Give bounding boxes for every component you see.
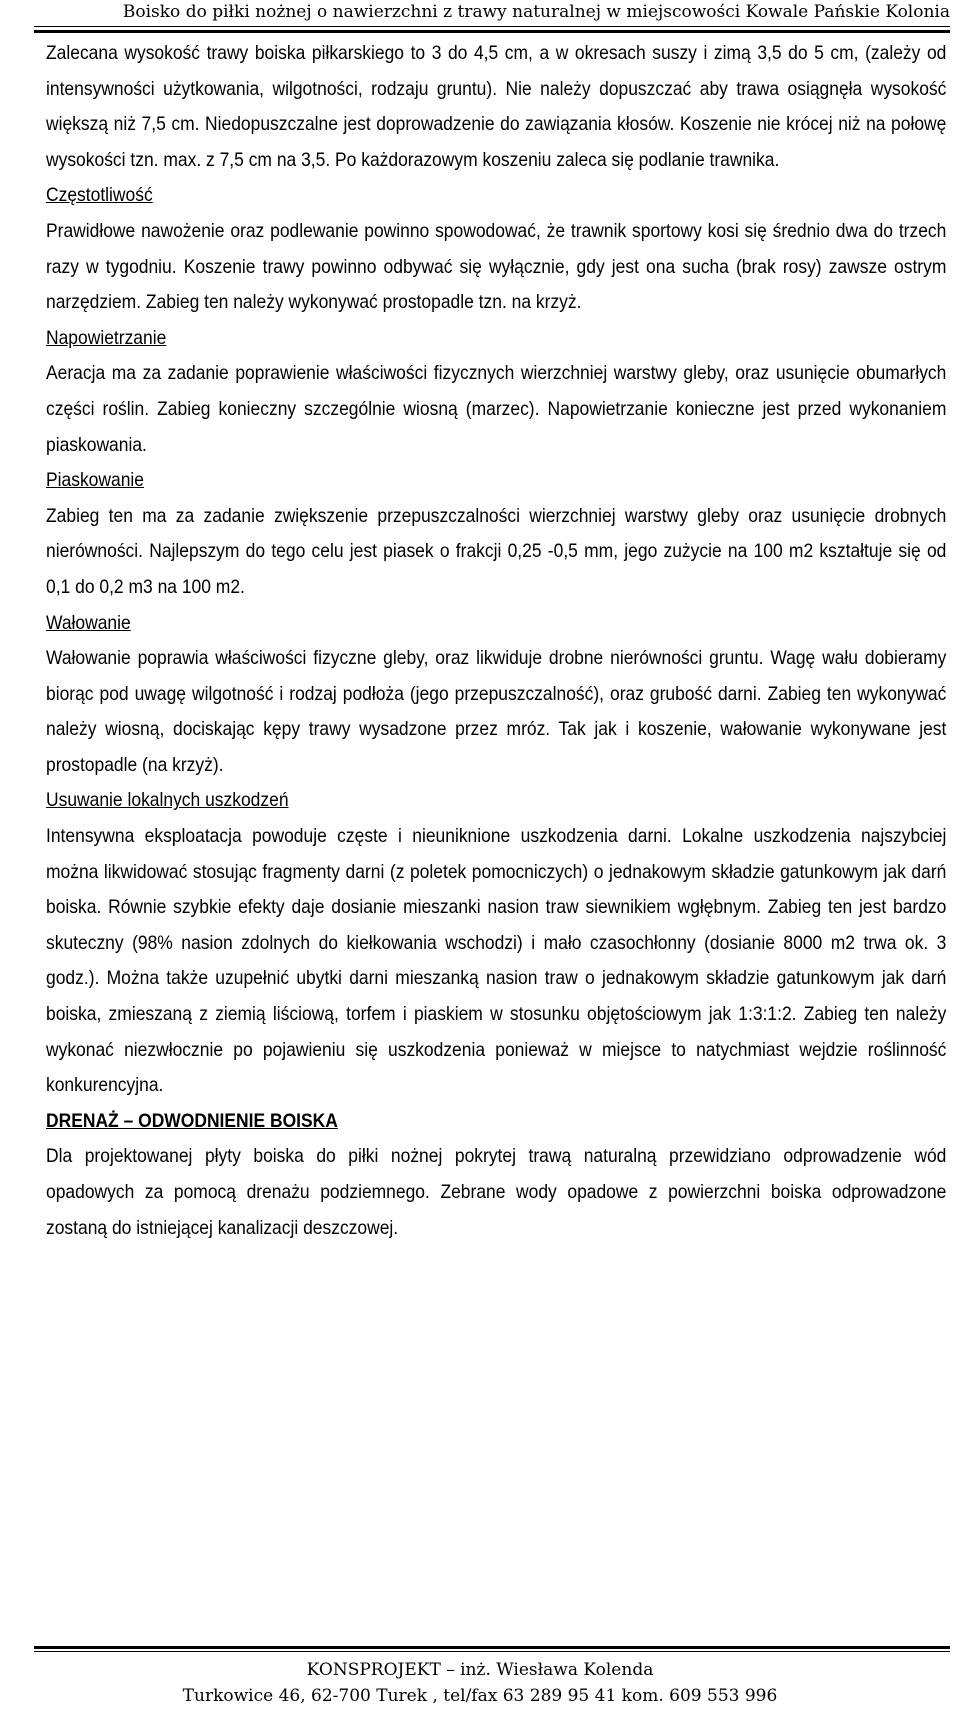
section-heading-repairs: Usuwanie lokalnych uszkodzeń — [46, 789, 289, 812]
section-text-aeration: Aeracja ma za zadanie poprawienie właściwości fizycznych wierzchniej warstwy gleby, oraz usunięcie obumarłych części roślin. Zabieg konieczny szczególnie wiosną (marzec). Napowietrzanie konieczne jest przed wykonaniem piaskowania. — [46, 362, 947, 456]
header-divider — [34, 26, 950, 27]
footer-address: Turkowice 46, 62-700 Turek , tel/fax 63 289 95 41 kom. 609 553 996 — [182, 1686, 778, 1706]
section-text-frequency: Prawidłowe nawożenie oraz podlewanie powinno spowodować, że trawnik sportowy kosi się średnio dwa do trzech razy w tygodniu. Koszenie trawy powinno odbywać się wyłącznie, gdy jest ona sucha (brak rosy) zawsze ostrym narzędziem. Zabieg ten należy wykonywać prostopadle tzn. na krzyż. — [46, 219, 947, 314]
footer-divider — [34, 1651, 950, 1652]
document-body — [46, 36, 946, 1246]
footer-divider-thick — [34, 1646, 950, 1649]
section-heading-sanding: Piaskowanie — [46, 469, 144, 492]
intro-paragraph: Zalecana wysokość trawy boiska piłkarskiego to 3 do 4,5 cm, a w okresach suszy i zimą 3,5 do 5 cm, (zależy od intensywności użytkowania, wilgotności, rodzaju gruntu). Nie należy dopuszczać aby trawa osiągnęła wysokość większą niż 7,5 cm. Niedopuszczalne jest doprowadzenie do zawiązania kłosów. Koszenie nie krócej niż na połowę wysokości tzn. max. z 7,5 cm na 3,5. Po każdorazowym koszeniu zaleca się podlanie trawnika. — [46, 42, 947, 171]
section-heading-rolling: Wałowanie — [46, 611, 131, 634]
section-heading-aeration: Napowietrzanie — [46, 326, 167, 349]
header-divider-thick — [34, 30, 950, 33]
footer-company: KONSPROJEKT – inż. Wiesława Kolenda — [306, 1660, 654, 1680]
section-text-rolling: Wałowanie poprawia właściwości fizyczne gleby, oraz likwiduje drobne nierówności gruntu. Wagę wału dobieramy biorąc pod uwagę wilgotność i rodzaj podłoża (jego przepuszczalność), oraz grubość darni. Zabieg ten wykonywać należy wiosną, dociskając kępy trawy wysadzone przez mróz. Tak jak i koszenie, wałowanie wykonywane jest prostopadle (na krzyż). — [46, 647, 947, 776]
page-header: Boisko do piłki nożnej o nawierzchni z trawy naturalnej w miejscowości Kowale Pańskie Kolonia — [122, 2, 950, 22]
section-heading-frequency: Częstotliwość — [46, 184, 153, 207]
section-text-sanding: Zabieg ten ma za zadanie zwiększenie przepuszczalności wierzchniej warstwy gleby oraz usunięcie drobnych nierówności. Najlepszym do tego celu jest piasek o frakcji 0,25 -0,5 mm, jego zużycie na 100 m2 kształtuje się od 0,1 do 0,2 m3 na 100 m2. — [46, 504, 947, 598]
section-heading-drainage: DRENAŻ – ODWODNIENIE BOISKA — [46, 1109, 338, 1132]
section-text-drainage: Dla projektowanej płyty boiska do piłki nożnej pokrytej trawą naturalną przewidziano odprowadzenie wód opadowych za pomocą drenażu podziemnego. Zebrane wody opadowe z powierzchni boiska odprowadzone zostaną do istniejącej kanalizacji deszczowej. — [46, 1145, 947, 1239]
section-text-repairs: Intensywna eksploatacja powoduje częste i nieuniknione uszkodzenia darni. Lokalne uszkodzenia najszybciej można likwidować stosując fragmenty darni (z poletek pomocniczych) o jednakowym składzie gatunkowym jak darń boiska. Równie szybkie efekty daje dosianie mieszanki nasion traw siewnikiem wgłębnym. Zabieg ten jest bardzo skuteczny (98% nasion zdolnych do kiełkowania wschodzi) i mało czasochłonny (dosianie 8000 m2 trwa ok. 3 godz.). Można także uzupełnić ubytki darni mieszanką nasion traw o jednakowym składzie gatunkowym jak darń boiska, zmieszaną z ziemią liściową, torfem i piaskiem w stosunku objętościowym jak 1:3:1:2. Zabieg ten należy wykonać niezwłocznie po pojawieniu się uszkodzenia ponieważ w miejsce to natychmiast wejdzie roślinność konkurencyjna. — [46, 825, 947, 1097]
